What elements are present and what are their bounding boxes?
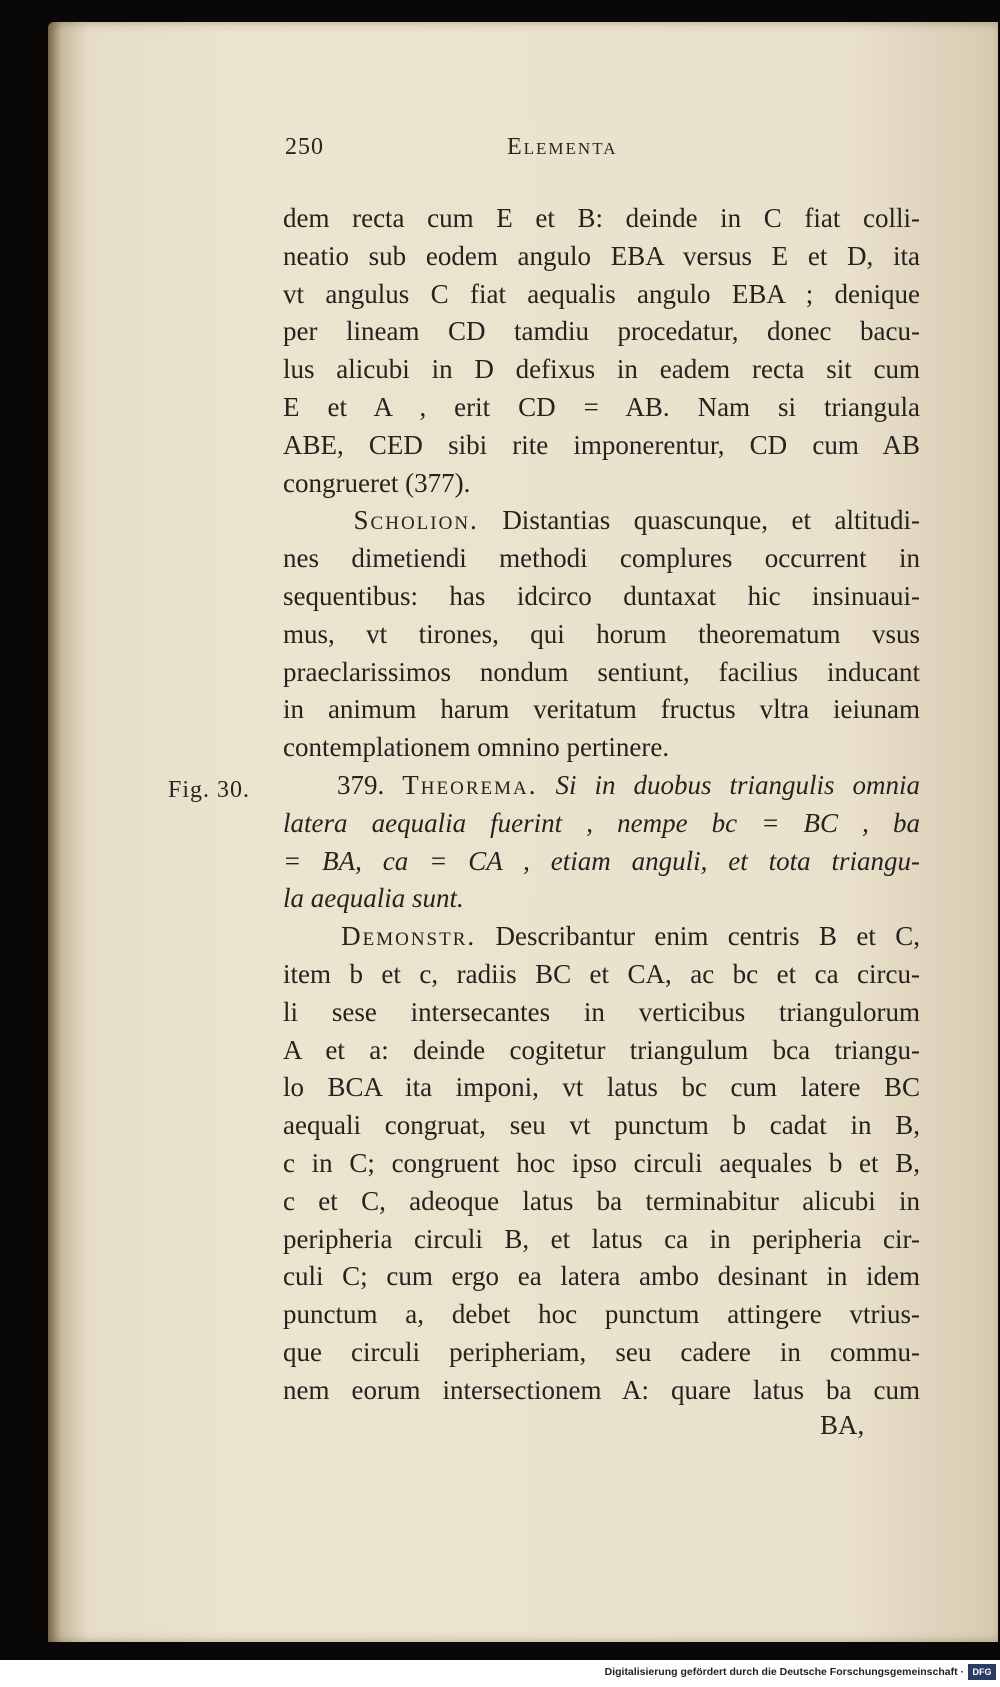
demonstratio-first-line	[283, 918, 920, 956]
text-line: ABE, CED sibi rite imponerentur, CD cum AB	[283, 429, 920, 460]
text-line: vt angulus C fiat aequalis angulo EBA ; denique	[283, 278, 920, 309]
text-line: item b et c, radiis BC et CA, ac bc et ca circu-	[283, 958, 920, 989]
text-line: nes dimetiendi methodi complures occurrent in	[283, 543, 920, 574]
scholion-text: Distantias quascunque, et altitudi-	[502, 505, 921, 536]
text-line: peripheria circuli B, et latus ca in peripheria cir-	[283, 1223, 920, 1254]
demonstratio-label: Demonstr.	[341, 921, 477, 952]
text-line: culi C; cum ergo ea latera ambo desinant in idem	[283, 1261, 920, 1292]
text-line: neatio sub eodem angulo EBA versus E et D, ita	[283, 240, 920, 271]
text-line: c et C, adeoque latus ba terminabitur alicubi in	[283, 1185, 920, 1216]
text-line: dem recta cum E et B: deinde in C fiat colli-	[283, 203, 920, 233]
digitization-footer	[0, 1660, 1000, 1687]
text-line: A et a: deinde cogitetur triangulum bca triangu-	[283, 1034, 920, 1065]
text-line: per lineam CD tamdiu procedatur, donec bacu-	[283, 316, 920, 347]
text-line: in animum harum veritatum fructus vltra ieiunam	[283, 694, 920, 725]
dfg-logo-icon: DFG	[968, 1664, 996, 1680]
text-line: c in C; congruent hoc ipso circuli aequales b et B,	[283, 1147, 920, 1178]
text-line: punctum a, debet hoc punctum attingere vtrius-	[283, 1299, 920, 1330]
footer-credit: Digitalisierung gefördert durch die Deutsche Forschungsgemeinschaft ·	[604, 1666, 964, 1678]
text-line: la aequalia sunt.	[283, 883, 464, 914]
text-line: E et A , erit CD = AB. Nam si triangula	[283, 391, 920, 422]
text-line: aequali congruat, seu vt punctum b cadat in B,	[283, 1110, 920, 1141]
figure-reference: Fig. 30.	[168, 777, 251, 803]
text-line: li sese intersecantes in verticibus triangulorum	[283, 996, 920, 1027]
catchword: BA,	[820, 1410, 865, 1440]
page-number: 250	[285, 134, 324, 160]
text-line: = BA, ca = CA , etiam anguli, et tota triangu-	[283, 845, 920, 876]
scholion-label: Scholion.	[353, 505, 479, 536]
text-line: mus, vt tirones, qui horum theorematum vsus	[283, 618, 920, 649]
body-text	[283, 200, 920, 1410]
theorem-number: 379.	[337, 769, 385, 800]
text-line: latera aequalia fuerint , nempe bc = BC , ba	[283, 807, 920, 838]
theorem-label: Theorema.	[402, 769, 538, 800]
page-header	[285, 130, 925, 170]
text-line: lo BCA ita imponi, vt latus bc cum latere BC	[283, 1072, 920, 1103]
theorema-first-line	[283, 767, 920, 805]
text-line: sequentibus: has idcirco duntaxat hic insinuaui-	[283, 580, 920, 611]
text-line: nem eorum intersectionem A: quare latus ba cum	[283, 1374, 920, 1405]
text-line: praeclarissimos nondum sentiunt, facilius inducant	[283, 656, 920, 687]
text-line: contemplationem omnino pertinere.	[283, 732, 670, 763]
theorem-text: Si in duobus triangulis omnia	[555, 769, 921, 800]
running-title: Elementa	[507, 134, 618, 160]
text-line: congrueret (377).	[283, 467, 471, 498]
scholion-first-line	[283, 502, 920, 540]
text-line: que circuli peripheriam, seu cadere in commu-	[283, 1336, 920, 1367]
demonstratio-text: Describantur enim centris B et C,	[495, 921, 921, 952]
text-line: lus alicubi in D defixus in eadem recta sit cum	[283, 354, 920, 385]
